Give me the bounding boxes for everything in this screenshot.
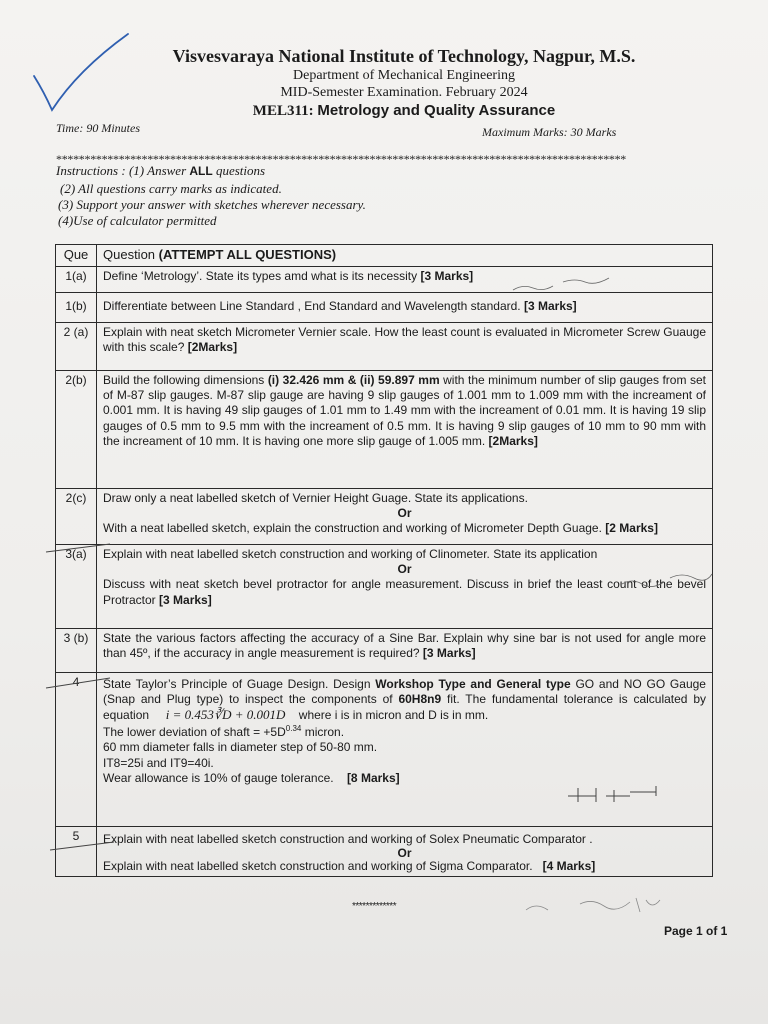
- question-marks: [8 Marks]: [346, 771, 400, 786]
- lower-deviation-unit: micron.: [304, 724, 345, 739]
- question-body: Differentiate between Line Standard , End Standard and Wavelength standard.: [103, 298, 521, 313]
- instruction-3: (3) Support your answer with sketches wherever necessary.: [58, 197, 366, 212]
- question-number: 3 (b): [56, 628, 97, 672]
- question-alt-body: With a neat labelled sketch, explain the construction and working of Micrometer Depth Guage.: [103, 521, 602, 536]
- it-grades: IT8=25i and IT9=40i.: [103, 755, 214, 770]
- course-name: Metrology and Quality Assurance: [317, 102, 556, 119]
- question-gauge-types: Workshop Type and General type: [375, 676, 571, 691]
- question-text: [97, 322, 713, 370]
- question-text: [97, 826, 713, 877]
- exam-name: MID-Semester Examination. February 2024: [280, 85, 528, 100]
- header-question-note: (ATTEMPT ALL QUESTIONS): [158, 247, 337, 262]
- instructions-heading: [56, 163, 265, 179]
- question-number: 5: [56, 826, 97, 877]
- tolerance-formula: i = 0.453∛D + 0.001D: [165, 707, 286, 723]
- question-number: 2(c): [56, 488, 97, 544]
- question-body: Define ‘Metrology’. State its types amd what is its necessity: [103, 268, 418, 283]
- header-que: Que: [56, 245, 97, 267]
- question-number: 3(a): [56, 544, 97, 628]
- header-question-label: Question: [103, 247, 156, 262]
- instruction-1-all: ALL: [189, 164, 213, 178]
- table-row: [56, 826, 713, 877]
- question-number: 2(b): [56, 370, 97, 488]
- question-number: 4: [56, 672, 97, 826]
- question-marks: [2Marks]: [187, 339, 238, 354]
- lower-deviation-exponent: 0.34: [285, 723, 302, 733]
- pencil-scribble-icon: [520, 892, 670, 920]
- lower-deviation: The lower deviation of shaft = +5D: [103, 724, 286, 739]
- pencil-strike-icon: [44, 676, 114, 692]
- separator-stars: ****************************************************************************************************: [56, 152, 627, 166]
- table-row: [56, 370, 713, 488]
- question-text: [97, 488, 713, 544]
- pencil-scribble-icon: [505, 270, 615, 296]
- pencil-sketch-icon: [566, 782, 676, 806]
- or-label: Or: [397, 505, 412, 520]
- question-number: 1(a): [56, 266, 97, 292]
- question-text: [97, 628, 713, 672]
- table-row: [56, 322, 713, 370]
- instruction-2: (2) All questions carry marks as indicated.: [60, 181, 282, 196]
- instruction-1-pre: (1) Answer: [128, 163, 187, 178]
- header-question: [97, 245, 713, 267]
- pencil-scribble-icon: [620, 568, 715, 590]
- instructions-label: Instructions :: [56, 163, 126, 178]
- question-body: Explain with neat sketch Micrometer Vernier scale. How the least count is evaluated in Micrometer Screw Guauge with this scale?: [103, 324, 706, 354]
- question-body-pre: Build the following dimensions: [103, 372, 265, 387]
- diameter-step: 60 mm diameter falls in diameter step of 50-80 mm.: [103, 740, 378, 755]
- or-label: Or: [397, 845, 412, 860]
- instruction-1-post: questions: [215, 163, 266, 178]
- question-text: [97, 266, 713, 292]
- question-text: [97, 370, 713, 488]
- question-fit: 60H8n9: [398, 691, 442, 706]
- table-row: [56, 628, 713, 672]
- question-body-c: fit. The fundamental tolerance is calculated by equation: [103, 691, 706, 723]
- question-marks: [4 Marks]: [542, 858, 596, 873]
- question-body: Draw only a neat labelled sketch of Vernier Height Guage. State its applications.: [103, 490, 528, 505]
- or-label: Or: [397, 561, 412, 576]
- question-alt-body: Discuss with neat sketch bevel protractor for angle measurement. Discuss in brief the least count of the bevel Protractor: [103, 577, 706, 607]
- instruction-4: (4)Use of calculator permitted: [58, 213, 217, 228]
- course-title: [20, 102, 768, 120]
- wear-allowance: Wear allowance is 10% of gauge tolerance.: [103, 771, 334, 786]
- footer-stars: *************: [352, 901, 397, 912]
- table-row: [56, 292, 713, 322]
- pencil-strike-icon: [48, 834, 118, 854]
- page-number: Page 1 of 1: [664, 924, 728, 938]
- question-body-b: GO and NO GO Gauge (Snap and Plug type) to inspect the components of: [103, 676, 706, 706]
- question-marks: [2Marks]: [488, 434, 538, 449]
- question-marks: [2 Marks]: [605, 521, 658, 536]
- question-body-a: State Taylor’s Principle of Guage Design. Design: [103, 676, 371, 691]
- question-body: Explain with neat labelled sketch construction and working of Solex Pneumatic Comparator .: [103, 831, 593, 846]
- question-marks: [3 Marks]: [523, 298, 577, 313]
- department: Department of Mechanical Engineering: [293, 68, 515, 83]
- formula-note: where i is in micron and D is in mm.: [298, 708, 489, 723]
- exam-time: Time: 90 Minutes: [56, 121, 140, 135]
- question-body: State the various factors affecting the accuracy of a Sine Bar. Explain why sine bar is not used for angle more than 45º, if the accuracy in angle measurement is required?: [103, 630, 706, 660]
- question-marks: [3 Marks]: [420, 268, 474, 283]
- question-number: 1(b): [56, 292, 97, 322]
- question-marks: [3 Marks]: [159, 592, 212, 607]
- course-code: MEL311:: [252, 103, 314, 119]
- pencil-strike-icon: [44, 540, 114, 556]
- question-body: with the minimum number of slip gauges from set of M-87 slip gauges. M-87 slip gauge are having 9 slip gauges of 1.001 mm to 1.009 mm with the increament of 0.001 mm. It is having 49 slip gauges of 1.01 mm to 1.49 mm with the increament of 0.01 mm. It is having 19 slip gauges of 0.5 mm to 9.5 mm with the increament of 0.5 mm. It is having 9 slip gauges of 10 mm to 90 mm with the increament of 10 mm. It is having one more slip gauge of 1.005 mm.: [103, 372, 706, 449]
- table-row: [56, 488, 713, 544]
- table-row: [56, 544, 713, 628]
- question-text: [97, 292, 713, 322]
- question-number: 2 (a): [56, 322, 97, 370]
- question-dimensions: (i) 32.426 mm & (ii) 59.897 mm: [267, 372, 440, 387]
- table-header-row: [56, 245, 713, 267]
- question-body: Explain with neat labelled sketch construction and working of Clinometer. State its application: [103, 546, 598, 561]
- question-alt-body: Explain with neat labelled sketch construction and working of Sigma Comparator.: [103, 858, 533, 873]
- institute-name: Visvesvaraya National Institute of Technology, Nagpur, M.S.: [172, 46, 636, 66]
- maximum-marks: Maximum Marks: 30 Marks: [482, 125, 617, 139]
- question-marks: [3 Marks]: [422, 645, 476, 660]
